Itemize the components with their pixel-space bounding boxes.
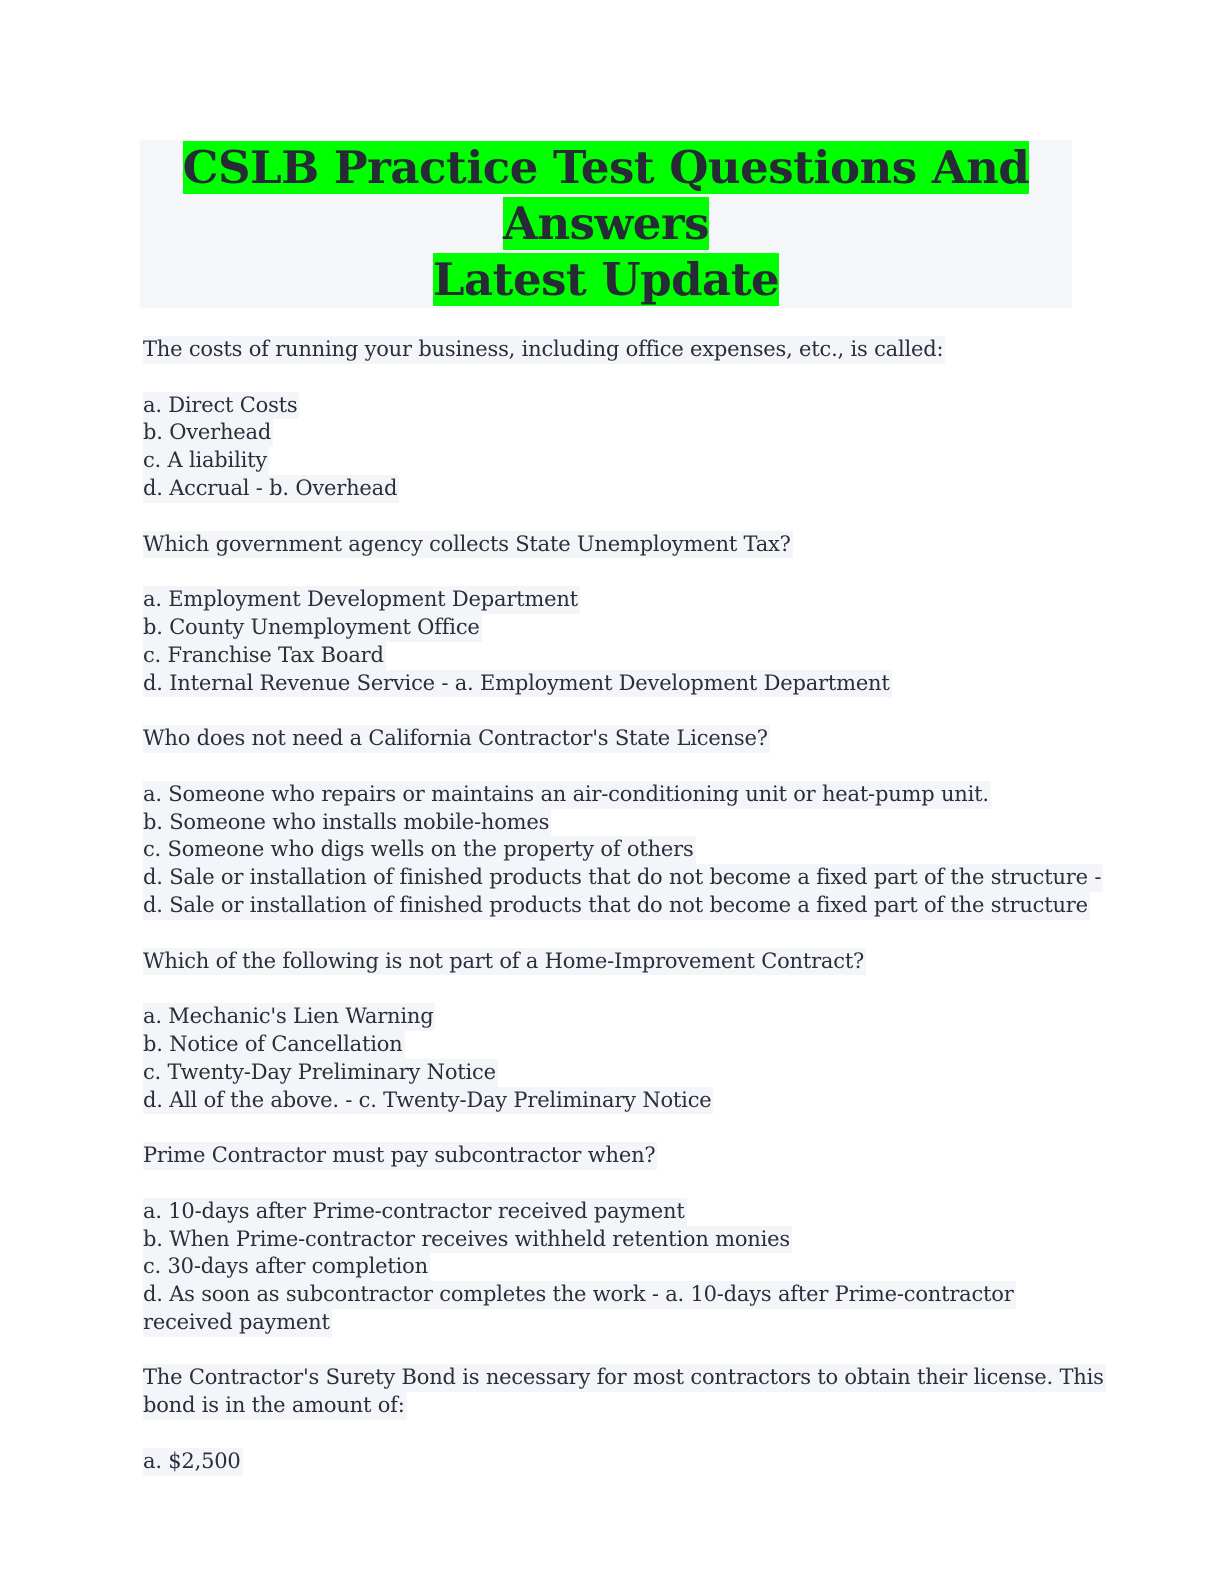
answer-options [140,1198,1074,1337]
question-paragraph [140,948,1074,976]
question-paragraph [140,336,1074,364]
text-line: Prime Contractor must pay subcontractor when? [143,1142,657,1170]
text-line: a. $2,500 [143,1448,243,1476]
text-line: Which government agency collects State Unemployment Tax? [143,531,793,559]
text-line: received payment [143,1309,332,1337]
text-line: a. Someone who repairs or maintains an air-conditioning unit or heat-pump unit. [143,781,991,809]
text-line: b. County Unemployment Office [143,614,482,642]
text-line: b. Someone who installs mobile-homes [143,809,551,837]
text-line: a. Direct Costs [143,392,299,420]
text-line: The Contractor's Surety Bond is necessary for most contractors to obtain their license. This [143,1364,1106,1392]
document-title [140,140,1072,308]
text-line: c. Someone who digs wells on the property of others [143,836,696,864]
text-line: b. Overhead [143,419,273,447]
text-line: The costs of running your business, including office expenses, etc., is called: [143,336,945,364]
text-line: c. Franchise Tax Board [143,642,386,670]
question-paragraph [140,1448,1074,1476]
text-line: c. 30-days after completion [143,1253,430,1281]
text-line: d. Internal Revenue Service - a. Employment Development Department [143,670,892,698]
text-line: d. Sale or installation of finished products that do not become a fixed part of the structure - [143,864,1103,892]
title-line-2: Latest Update [432,253,780,306]
text-line: bond is in the amount of: [143,1392,407,1420]
answer-options [140,781,1102,920]
text-line: d. All of the above. - c. Twenty-Day Preliminary Notice [143,1087,713,1115]
text-line: a. 10-days after Prime-contractor received payment [143,1198,687,1226]
document-body [140,336,1104,1476]
text-line: d. Accrual - b. Overhead [143,475,399,503]
answer-options [140,392,1074,503]
text-line: c. Twenty-Day Preliminary Notice [143,1059,498,1087]
question-paragraph [140,1364,1104,1420]
text-line: Who does not need a California Contractor's State License? [143,725,770,753]
question-paragraph [140,725,1074,753]
text-line: d. As soon as subcontractor completes the work - a. 10-days after Prime-contractor [143,1281,1016,1309]
answer-options [140,1003,1074,1114]
text-line: b. Notice of Cancellation [143,1031,405,1059]
question-paragraph [140,531,1074,559]
text-line: a. Employment Development Department [143,586,580,614]
text-line: d. Sale or installation of finished products that do not become a fixed part of the structure [143,892,1090,920]
question-paragraph [140,1142,1074,1170]
text-line: b. When Prime-contractor receives withheld retention monies [143,1226,792,1254]
text-line: c. A liability [143,447,269,475]
document-page [140,140,1104,1503]
text-line: a. Mechanic's Lien Warning [143,1003,435,1031]
title-line-1: CSLB Practice Test Questions And Answers [182,141,1030,250]
answer-options [140,586,1074,697]
text-line: Which of the following is not part of a Home-Improvement Contract? [143,948,866,976]
